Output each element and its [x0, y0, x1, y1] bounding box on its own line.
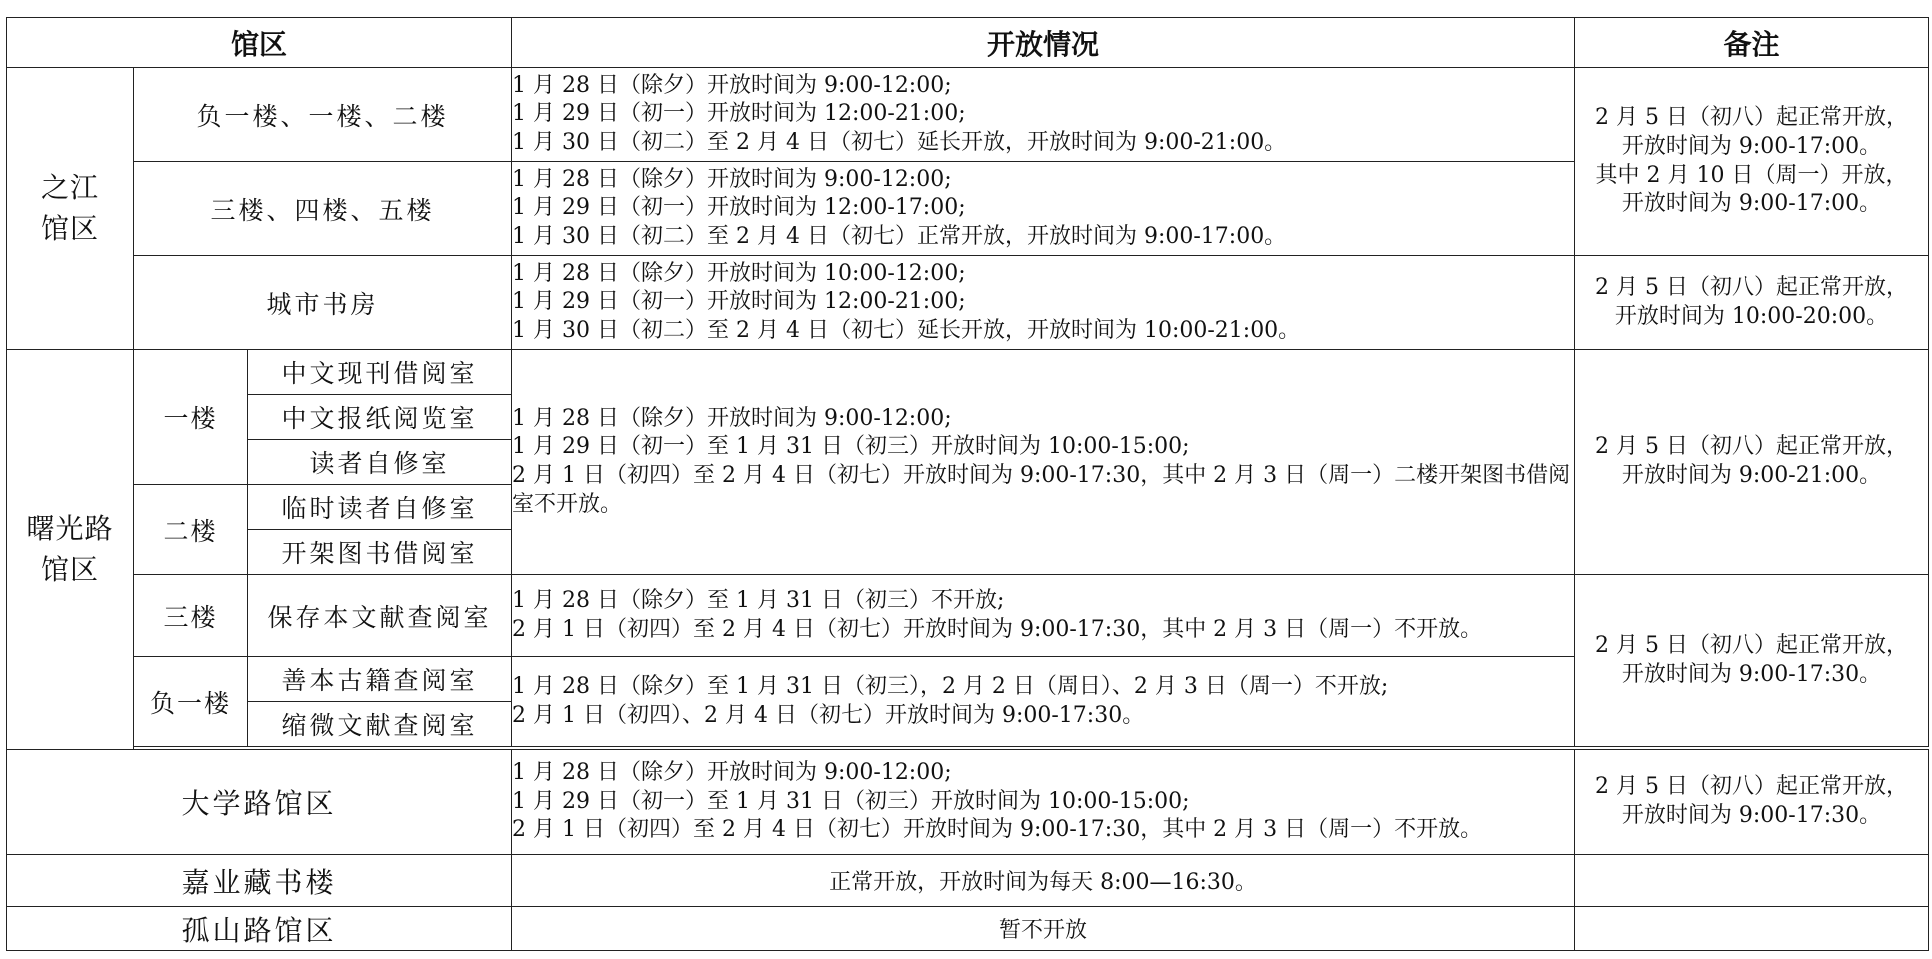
- shuguang-main-status: 1 月 28 日（除夕）开放时间为 9:00-12:00; 1 月 29 日（初一）至 1 月 31 日（初三）开放时间为 10:00-15:00; 2 月 1 日（初四）至 2 月 4 日（初七）开放时间为 9:00-17:30，其中 2 月 3 日（周一）二楼开架图书借阅室不开放。: [512, 350, 1575, 575]
- zhijiang-city-study: 城市书房: [134, 256, 512, 350]
- shuguang-floor-2: 二楼: [134, 485, 248, 575]
- jiaye-remark: [1575, 855, 1929, 907]
- daxue-status: 1 月 28 日（除夕）开放时间为 9:00-12:00; 1 月 29 日（初一）至 1 月 31 日（初三）开放时间为 10:00-15:00; 2 月 1 日（初四）至 2 月 4 日（初七）开放时间为 9:00-17:30，其中 2 月 3 日（周一）不开放。: [512, 750, 1575, 855]
- daxue-remark: 2 月 5 日（初八）起正常开放， 开放时间为 9:00-17:30。: [1575, 750, 1929, 855]
- room-rare-books: 善本古籍查阅室: [248, 657, 512, 702]
- room-self-study: 读者自修室: [248, 440, 512, 485]
- room-temp-self-study: 临时读者自修室: [248, 485, 512, 530]
- zhijiang-city-study-remark: 2 月 5 日（初八）起正常开放， 开放时间为 10:00-20:00。: [1575, 256, 1929, 350]
- table-row: [7, 68, 1929, 162]
- zhijiang-floors-3-5: 三楼、四楼、五楼: [134, 162, 512, 256]
- shuguang-floor-b1: 负一楼: [134, 657, 248, 747]
- shuguang-floor-3-status: 1 月 28 日（除夕）至 1 月 31 日（初三）不开放; 2 月 1 日（初四）至 2 月 4 日（初七）开放时间为 9:00-17:30，其中 2 月 3 日（周一）不开放。: [512, 575, 1575, 657]
- room-reserved-docs: 保存本文献查阅室: [248, 575, 512, 657]
- zhijiang-floors-3-5-status: 1 月 28 日（除夕）开放时间为 9:00-12:00; 1 月 29 日（初一）开放时间为 12:00-17:00; 1 月 30 日（初二）至 2 月 4 日（初七）正常开放，开放时间为 9:00-17:00。: [512, 162, 1575, 256]
- room-microfilm: 缩微文献查阅室: [248, 702, 512, 747]
- zhijiang-city-study-status: 1 月 28 日（除夕）开放时间为 10:00-12:00; 1 月 29 日（初一）开放时间为 12:00-21:00; 1 月 30 日（初二）至 2 月 4 日（初七）延长开放，开放时间为 10:00-21:00。: [512, 256, 1575, 350]
- table-row: [7, 575, 1929, 657]
- shuguang-floor-1: 一楼: [134, 350, 248, 485]
- header-remark: 备注: [1575, 18, 1929, 68]
- room-open-stacks: 开架图书借阅室: [248, 530, 512, 575]
- shuguang-floor-3: 三楼: [134, 575, 248, 657]
- header-row: [7, 18, 1929, 68]
- table-row: [7, 350, 1929, 395]
- zhijiang-remark: 2 月 5 日（初八）起正常开放， 开放时间为 9:00-17:00。 其中 2 月 10 日（周一）开放， 开放时间为 9:00-17:00。: [1575, 68, 1929, 256]
- header-status: 开放情况: [512, 18, 1575, 68]
- jiaye-name: 嘉业藏书楼: [7, 855, 512, 907]
- jiaye-status: 正常开放，开放时间为每天 8:00—16:30。: [512, 855, 1575, 907]
- zhijiang-area-name: 之江 馆区: [7, 68, 134, 350]
- shuguang-floor-b1-status: 1 月 28 日（除夕）至 1 月 31 日（初三），2 月 2 日（周日）、2 月 3 日（周一）不开放; 2 月 1 日（初四）、2 月 4 日（初七）开放时间为 9:00-17:30。: [512, 657, 1575, 747]
- table-row: [7, 750, 1929, 855]
- table-row: [7, 256, 1929, 350]
- gushan-status: 暂不开放: [512, 907, 1575, 951]
- table-row: [7, 907, 1929, 951]
- room-periodicals: 中文现刊借阅室: [248, 350, 512, 395]
- shuguang-lower-remark: 2 月 5 日（初八）起正常开放， 开放时间为 9:00-17:30。: [1575, 575, 1929, 747]
- shuguang-area-name: 曙光路 馆区: [7, 350, 134, 750]
- gushan-name: 孤山路馆区: [7, 907, 512, 951]
- table-row: [7, 855, 1929, 907]
- daxue-area-name: 大学路馆区: [7, 750, 512, 855]
- zhijiang-floors-b1-2: 负一楼、一楼、二楼: [134, 68, 512, 162]
- header-area: 馆区: [7, 18, 512, 68]
- zhijiang-floors-b1-2-status: 1 月 28 日（除夕）开放时间为 9:00-12:00; 1 月 29 日（初一）开放时间为 12:00-21:00; 1 月 30 日（初二）至 2 月 4 日（初七）延长开放，开放时间为 9:00-21:00。: [512, 68, 1575, 162]
- schedule-table: [6, 17, 1929, 951]
- gushan-remark: [1575, 907, 1929, 951]
- room-newspapers: 中文报纸阅览室: [248, 395, 512, 440]
- shuguang-main-remark: 2 月 5 日（初八）起正常开放， 开放时间为 9:00-21:00。: [1575, 350, 1929, 575]
